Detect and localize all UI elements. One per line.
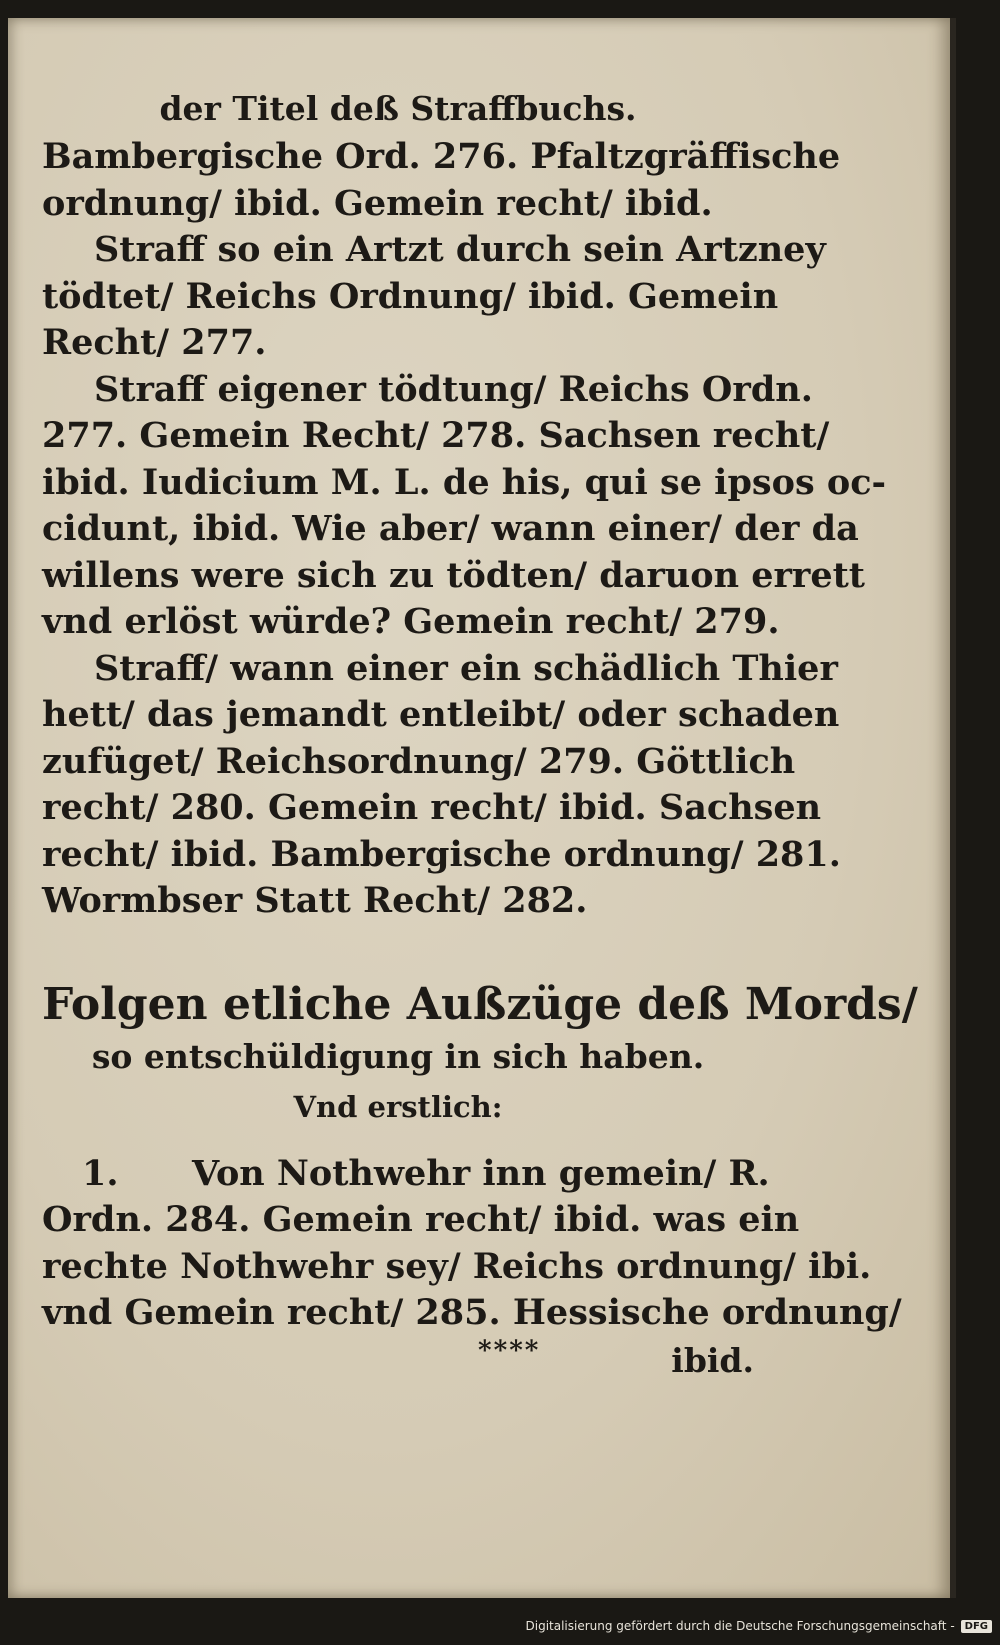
dfg-logo-icon: DFG — [961, 1620, 992, 1633]
text-line: Wormbser Statt Recht/ 282. — [42, 880, 588, 921]
section-intro: Vnd erstlich: — [293, 1089, 503, 1124]
digitization-footer — [526, 1615, 993, 1637]
item-number: 1. — [82, 1152, 119, 1194]
signature-mark: **** — [478, 1335, 541, 1366]
section-spacer — [42, 925, 754, 977]
text-line: recht/ ibid. Bambergische ordnung/ 281. — [42, 833, 841, 875]
text-line: ordnung/ ibid. Gemein recht/ ibid. — [42, 182, 713, 224]
text-line: willens were sich zu tödten/ daruon errett — [42, 554, 865, 596]
paragraph-2 — [42, 227, 826, 367]
text-line: Straff so ein Artzt durch sein Artzney — [94, 229, 826, 270]
text-line: Bambergische Ord. 276. Pfaltzgräffische — [42, 136, 841, 177]
catchword: ibid. — [671, 1340, 754, 1380]
text-line: Straff/ wann einer ein schädlich Thier — [94, 647, 838, 689]
section-heading: Folgen etliche Außzüge deß Mords/ — [42, 978, 918, 1030]
paragraph-1 — [42, 134, 841, 227]
catchline — [42, 1337, 754, 1385]
text-line: Recht/ 277. — [42, 322, 267, 363]
text-line: Von Nothwehr inn gemein/ R. — [192, 1152, 770, 1194]
text-line: Straff eigener tödtung/ Reichs Ordn. — [94, 368, 813, 410]
text-line: Ordn. 284. Gemein recht/ ibid. was ein — [42, 1199, 800, 1240]
text-line: rechte Nothwehr sey/ Reichs ordnung/ ibi. — [42, 1245, 872, 1287]
text-line: vnd erlöst würde? Gemein recht/ 279. — [42, 601, 780, 642]
text-line: ibid. Iudicium M. L. de his, qui se ipsos oc- — [42, 461, 887, 503]
item-first-line — [42, 1151, 770, 1198]
text-line: tödtet/ Reichs Ordnung/ ibid. Gemein — [42, 275, 779, 317]
numbered-item-1 — [42, 1151, 902, 1337]
book-page — [8, 18, 956, 1598]
text-line: cidunt, ibid. Wie aber/ wann einer/ der da — [42, 508, 859, 549]
running-head: der Titel deß Straffbuchs. — [159, 89, 637, 128]
page-text — [42, 86, 918, 1385]
paragraph-3 — [42, 367, 887, 646]
text-line: vnd Gemein recht/ 285. Hessische ordnung/ — [42, 1292, 902, 1333]
footer-text: Digitalisierung gefördert durch die Deutsche Forschungsgemeinschaft - — [525, 1619, 955, 1633]
text-line: 277. Gemein Recht/ 278. Sachsen recht/ — [42, 415, 830, 456]
section-subheading: so entschüldigung in sich haben. — [91, 1036, 705, 1076]
paragraph-4 — [42, 646, 841, 925]
text-line: hett/ das jemandt entleibt/ oder schaden — [42, 694, 840, 735]
text-line: zufüget/ Reichsordnung/ 279. Göttlich — [42, 740, 796, 782]
text-line: recht/ 280. Gemein recht/ ibid. Sachsen — [42, 787, 822, 828]
